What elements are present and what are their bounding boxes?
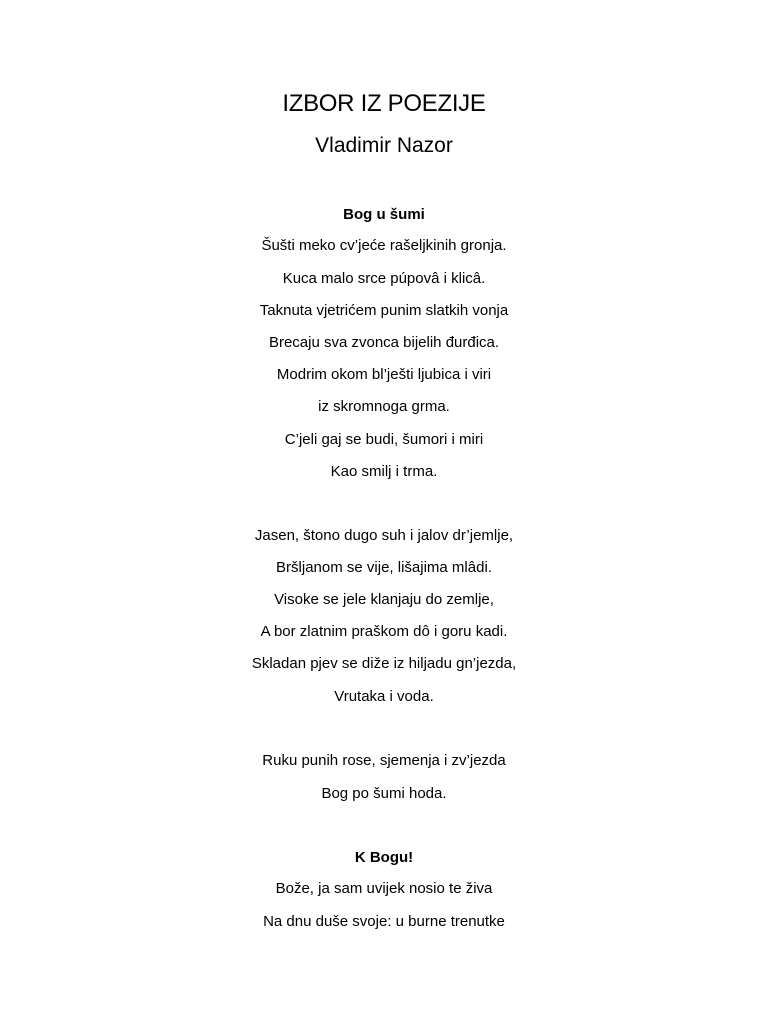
poem-heading: K Bogu! — [354, 849, 414, 866]
document-author: Vladimir Nazor — [315, 134, 453, 157]
poem-line: Kao smilj i trma. — [330, 463, 438, 480]
poem-line: Kuca malo srce púpovâ i klicâ. — [282, 270, 486, 287]
poem-line: Taknuta vjetrićem punim slatkih vonja — [259, 302, 509, 319]
poem-line: Bože, ja sam uvijek nosio te živa — [275, 880, 493, 897]
poem-line: Brecaju sva zvonca bijelih đurđica. — [268, 334, 500, 351]
poem-line: A bor zlatnim praškom dô i goru kadi. — [260, 623, 508, 640]
poem-line: iz skromnoga grma. — [318, 398, 450, 415]
poem-line: Visoke se jele klanjaju do zemlje, — [274, 591, 494, 608]
poem-line: Šušti meko cv’jeće rašeljkinih gronja. — [261, 237, 507, 254]
poem-line: Bog po šumi hoda. — [321, 785, 447, 802]
poem-line: Vrutaka i voda. — [334, 688, 434, 705]
poem-line: Jasen, štono dugo suh i jalov dr’jemlje, — [254, 527, 514, 544]
poem-line: Modrim okom bl’ješti ljubica i viri — [276, 366, 492, 383]
document-title: IZBOR IZ POEZIJE — [282, 90, 486, 117]
poem-heading: Bog u šumi — [343, 206, 425, 223]
poem-line: C’jeli gaj se budi, šumori i miri — [284, 431, 484, 448]
poem-line: Ruku punih rose, sjemenja i zv’jezda — [262, 752, 506, 769]
poem-line: Na dnu duše svoje: u burne trenutke — [263, 913, 505, 930]
poem-line: Skladan pjev se diže iz hiljadu gn’jezda, — [251, 655, 517, 672]
poem-line: Bršljanom se vije, lišajima mlâdi. — [276, 559, 492, 576]
